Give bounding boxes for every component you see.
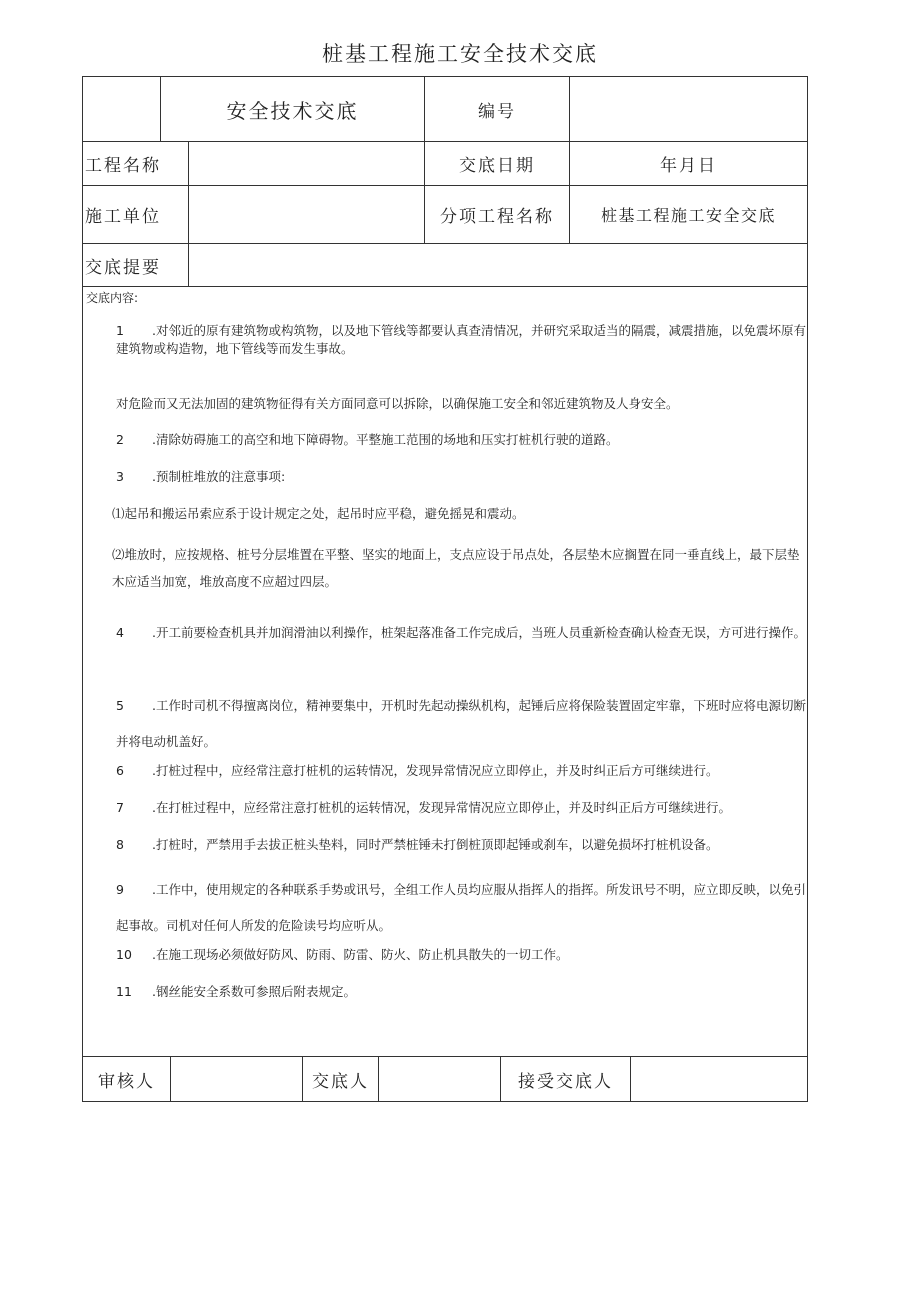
reviewer-label: 审核人 bbox=[98, 1072, 155, 1092]
form-subject: 安全技术交底 bbox=[226, 98, 359, 123]
item-number: 2 bbox=[116, 432, 124, 447]
item-number: 9 bbox=[116, 882, 124, 897]
presenter-field[interactable] bbox=[379, 1057, 500, 1102]
presenter-label: 交底人 bbox=[312, 1072, 369, 1092]
summary-field[interactable] bbox=[190, 244, 806, 286]
project-name-field[interactable] bbox=[190, 142, 424, 185]
col-divider bbox=[188, 141, 189, 286]
content-item bbox=[86, 836, 806, 854]
reviewer-field[interactable] bbox=[171, 1057, 302, 1102]
item-number: 6 bbox=[116, 763, 124, 778]
item-number: 1 bbox=[116, 323, 124, 338]
item-text: .清除妨碍施工的高空和地下障碍物。平整施工范围的场地和压实打桩机行驶的道路。 bbox=[152, 432, 619, 447]
content-item bbox=[86, 688, 806, 760]
document-title: 桩基工程施工安全技术交底 bbox=[322, 42, 598, 66]
item-number: 4 bbox=[116, 625, 124, 640]
content-item bbox=[86, 872, 806, 944]
item-text: .在打桩过程中，应经常注意打桩机的运转情况，发现异常情况应立即停止，并及时纠正后方可继续进行。 bbox=[152, 800, 731, 815]
number-field[interactable] bbox=[570, 77, 807, 141]
item-text: .工作时司机不得擅离岗位，精神要集中，开机时先起动操纵机构，起锤后应将保险装置固定牢靠，下班时应将电源切断并将电动机盖好。 bbox=[116, 698, 806, 749]
item-text: 对危险而又无法加固的建筑物征得有关方面同意可以拆除，以确保施工安全和邻近建筑物及人身安全。 bbox=[116, 396, 679, 411]
content-item bbox=[86, 762, 806, 780]
item-text: .打桩过程中，应经常注意打桩机的运转情况，发现异常情况应立即停止，并及时纠正后方可继续进行。 bbox=[152, 763, 719, 778]
content-label: 交底内容: bbox=[86, 291, 139, 305]
item-text: .工作中，使用规定的各种联系手势或讯号，全组工作人员均应服从指挥人的指挥。所发讯号不明，应立即反映，以免引起事故。司机对任何人所发的危险读号均应听从。 bbox=[116, 882, 806, 933]
content-item bbox=[86, 615, 806, 651]
content-item bbox=[86, 395, 806, 413]
receiver-label: 接受交底人 bbox=[518, 1072, 613, 1092]
content-item bbox=[86, 505, 806, 523]
item-number: 7 bbox=[116, 800, 124, 815]
summary-label: 交底提要 bbox=[85, 257, 161, 278]
contractor-field[interactable] bbox=[190, 186, 424, 243]
content-item bbox=[86, 983, 806, 1001]
item-text: .预制桩堆放的注意事项: bbox=[152, 469, 286, 484]
item-text: .对邻近的原有建筑物或构筑物，以及地下管线等都要认真查清情况，并研究采取适当的隔震，减震措施，以免震坏原有建筑物或构造物，地下管线等而发生事故。 bbox=[116, 323, 806, 356]
item-number: 3 bbox=[116, 469, 124, 484]
item-text: .打桩时，严禁用手去拔正桩头垫料，同时严禁桩锤未打倒桩顶即起锤或刹车，以避免损坏打桩机设备。 bbox=[152, 837, 719, 852]
receiver-field[interactable] bbox=[631, 1057, 807, 1102]
content-item bbox=[86, 468, 806, 486]
content-item bbox=[86, 946, 806, 964]
item-text: ⑵堆放时，应按规格、桩号分层堆置在平整、坚实的地面上，支点应设于吊点处，各层垫木应搁置在同一垂直线上，最下层垫木应适当加宽，堆放高度不应超过四层。 bbox=[112, 547, 800, 589]
item-number: 5 bbox=[116, 698, 124, 713]
disclosure-date-field[interactable]: 年月日 bbox=[660, 156, 717, 176]
item-text: .钢丝能安全系数可参照后附表规定。 bbox=[152, 984, 356, 999]
content-item bbox=[86, 541, 806, 595]
item-number: 11 bbox=[116, 984, 132, 999]
row-divider bbox=[82, 286, 808, 287]
item-number: 8 bbox=[116, 837, 124, 852]
subproject-label: 分项工程名称 bbox=[440, 207, 554, 227]
contractor-label: 施工单位 bbox=[85, 207, 161, 227]
content-item bbox=[86, 322, 806, 358]
disclosure-date-label: 交底日期 bbox=[459, 156, 535, 176]
number-label: 编号 bbox=[478, 101, 516, 122]
item-text: .开工前要检查机具并加润滑油以利操作，桩架起落准备工作完成后，当班人员重新检查确认检查无误，方可进行操作。 bbox=[152, 625, 806, 640]
subproject-field[interactable]: 桩基工程施工安全交底 bbox=[600, 206, 776, 225]
item-text: ⑴起吊和搬运吊索应系于设计规定之处，起吊时应平稳，避免摇晃和震动。 bbox=[112, 506, 525, 521]
item-number: 10 bbox=[116, 947, 132, 962]
item-text: .在施工现场必须做好防风、防雨、防雷、防火、防止机具散失的一切工作。 bbox=[152, 947, 569, 962]
project-name-label: 工程名称 bbox=[85, 156, 161, 176]
content-item bbox=[86, 431, 806, 449]
content-item bbox=[86, 799, 806, 817]
